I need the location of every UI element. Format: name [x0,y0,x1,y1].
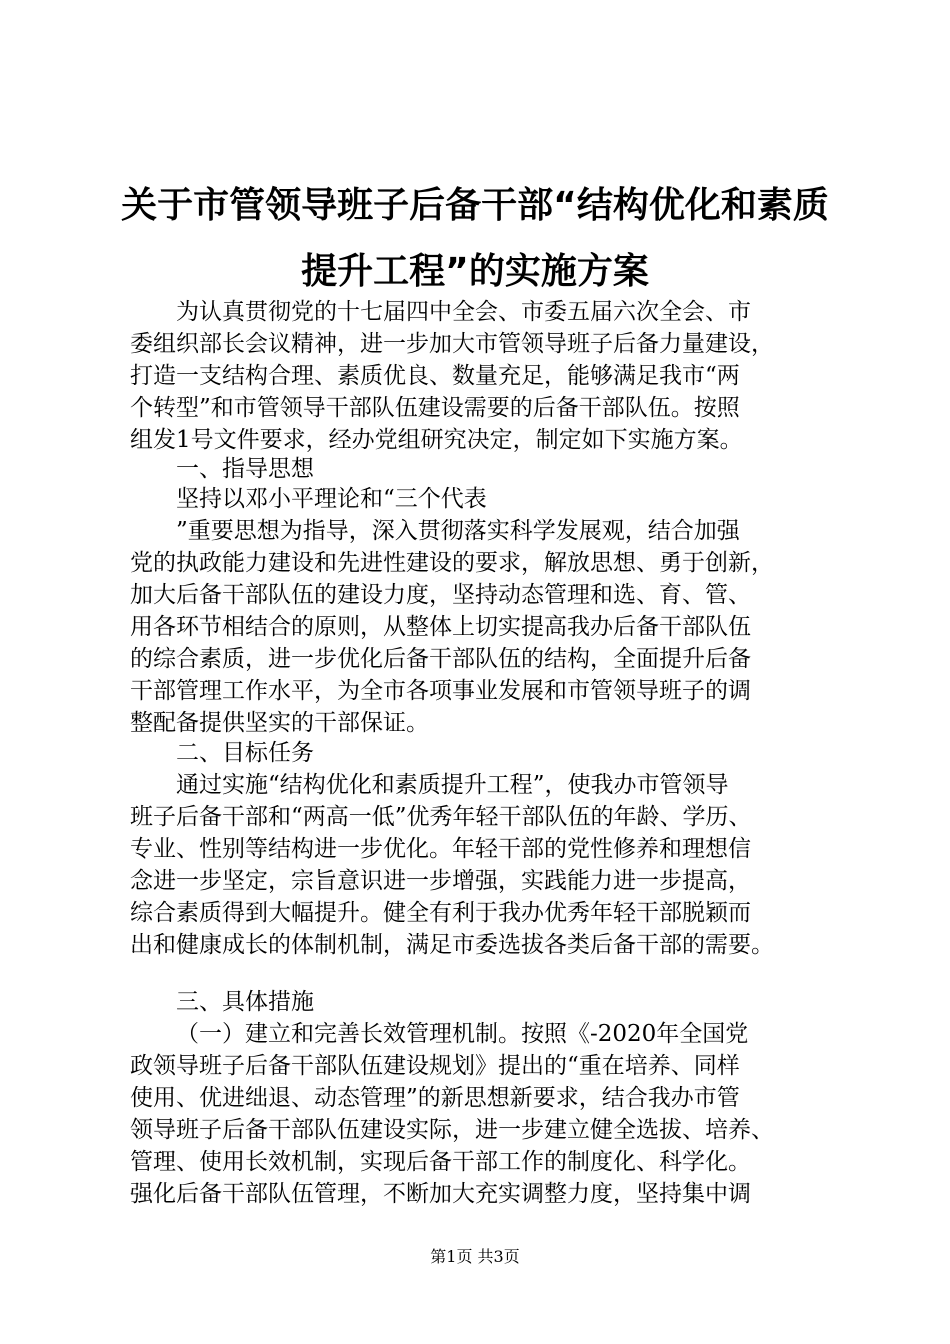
section-heading-2: 二、目标任务 [176,740,314,766]
body-line: （一）建立和完善长效管理机制。按照《-2020年全国党 [176,1021,749,1047]
body-line: 念进一步坚定，宗旨意识进一步增强，实践能力进一步提高， [130,868,751,894]
body-line: 专业、性别等结构进一步优化。年轻干部的党性修养和理想信 [130,836,751,862]
body-line: 整配备提供坚实的干部保证。 [130,710,429,736]
document-title-line-1: 关于市管领导班子后备干部“结构优化和素质 [121,185,829,226]
body-line: 用各环节相结合的原则，从整体上切实提高我办后备干部队伍 [130,614,751,640]
body-line: 强化后备干部队伍管理，不断加大充实调整力度，坚持集中调 [130,1181,751,1207]
body-line: 为认真贯彻党的十七届四中全会、市委五届六次全会、市 [176,299,751,325]
body-line: 干部管理工作水平，为全市各项事业发展和市管领导班子的调 [130,678,751,704]
body-line: 综合素质得到大幅提升。健全有利于我办优秀年轻干部脱颖而 [130,900,751,926]
body-line: 党的执政能力建设和先进性建设的要求，解放思想、勇于创新， [130,550,774,576]
document-title-line-2: 提升工程”的实施方案 [301,251,649,292]
body-line: 的综合素质，进一步优化后备干部队伍的结构，全面提升后备 [130,646,751,672]
page-number-footer: 第1页 共3页 [430,1247,520,1266]
body-line: 个转型”和市管领导干部队伍建设需要的后备干部队伍。按照 [130,395,740,421]
section-heading-1: 一、指导思想 [176,456,314,482]
body-line: 使用、优进绌退、动态管理”的新思想新要求，结合我办市管 [130,1085,740,1111]
body-line: 通过实施“结构优化和素质提升工程”，使我办市管领导 [176,772,729,798]
body-line: 出和健康成长的体制机制，满足市委选拔各类后备干部的需要。 [130,932,774,958]
body-line: ”重要思想为指导，深入贯彻落实科学发展观，结合加强 [176,518,740,544]
body-line: 班子后备干部和“两高一低”优秀年轻干部队伍的年龄、学历、 [130,804,752,830]
body-line: 加大后备干部队伍的建设力度，坚持动态管理和选、育、管、 [130,582,751,608]
section-heading-3: 三、具体措施 [176,989,314,1015]
body-line: 坚持以邓小平理论和“三个代表 [176,486,487,512]
body-line: 领导班子后备干部队伍建设实际，进一步建立健全选拔、培养、 [130,1117,774,1143]
body-line: 政领导班子后备干部队伍建设规划》提出的“重在培养、同样 [130,1053,740,1079]
body-line: 组发1号文件要求，经办党组研究决定，制定如下实施方案。 [130,427,743,453]
body-line: 打造一支结构合理、素质优良、数量充足，能够满足我市“两 [130,363,740,389]
body-line: 委组织部长会议精神，进一步加大市管领导班子后备力量建设， [130,331,774,357]
body-line: 管理、使用长效机制，实现后备干部工作的制度化、科学化。 [130,1149,751,1175]
